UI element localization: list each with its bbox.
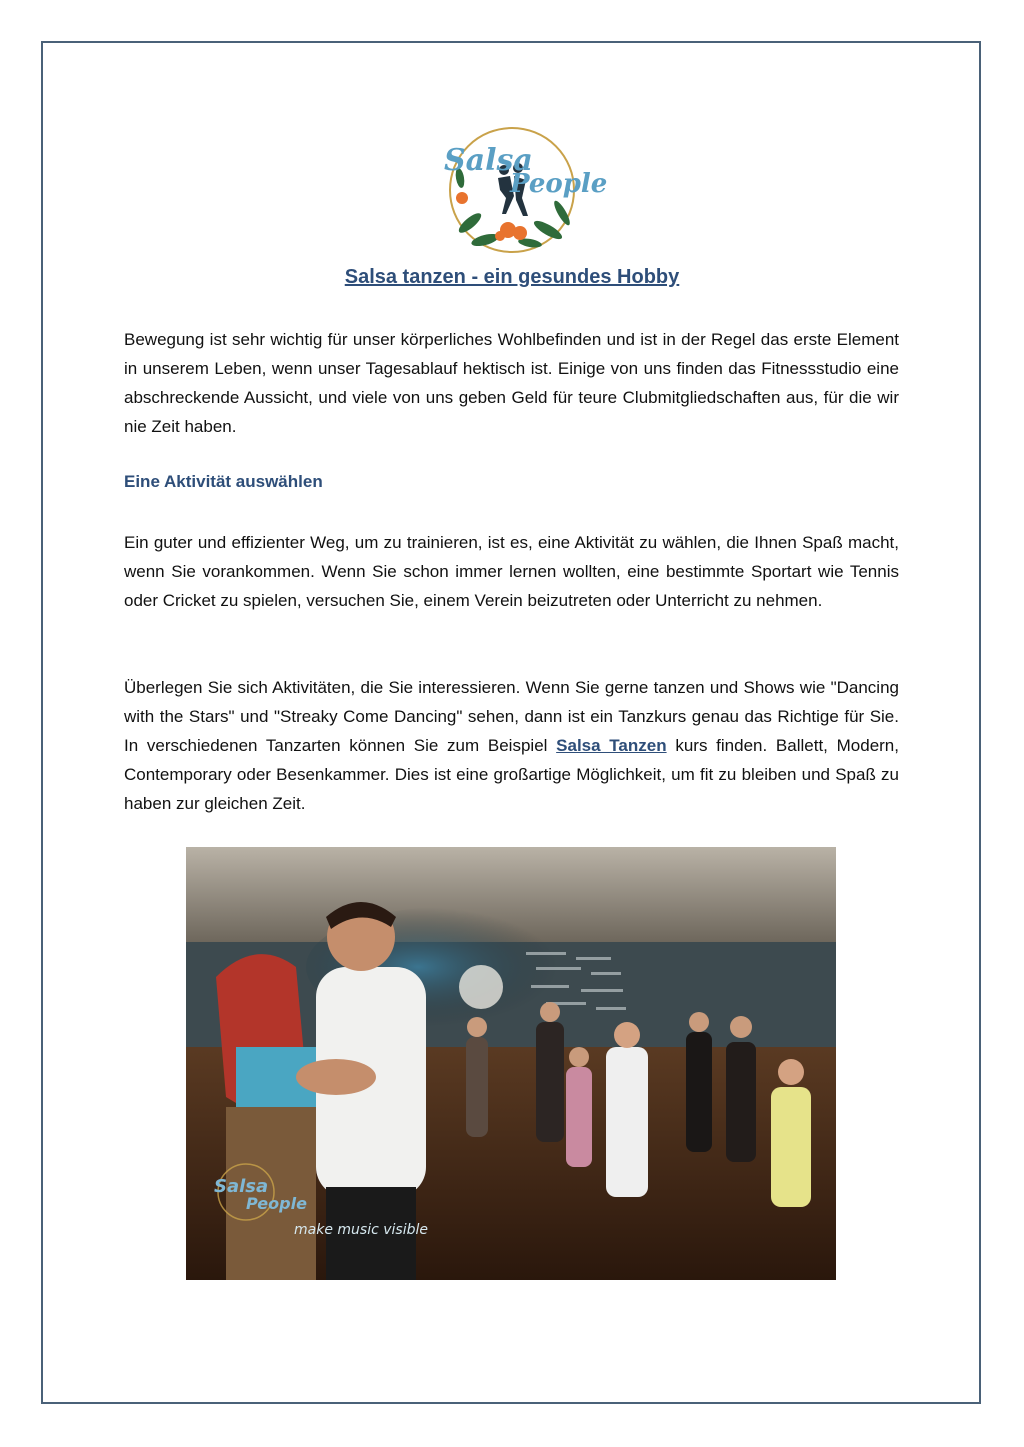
paragraph-dance-before: Überlegen Sie sich Aktivitäten, die Sie interessieren. Wenn Sie gerne tanzen und Shows wie "Dancing with the Stars" und "Streaky Come Dancing" sehen, dann ist ein Tanzkurs genau das Richtige für Sie. In verschiedenen Tanzarten können Sie zum Beispiel (124, 678, 899, 755)
page-title: Salsa tanzen - ein gesundes Hobby (344, 266, 680, 288)
salsa-tanzen-link[interactable]: Salsa Tanzen (556, 736, 667, 755)
paragraph-intro: Bewegung ist sehr wichtig für unser körperliches Wohlbefinden und ist in der Regel das erste Element in unserem Leben, wenn unser Tagesablauf hektisch ist. Einige von uns finden das Fitnessstudio eine abschreckende Aussicht, und viele von uns geben Geld für teure Clubmitgliedschaften aus, für die wir nie Zeit haben. (124, 330, 899, 436)
dance-class-photo (186, 847, 836, 1280)
paragraph-dance-after: kurs finden. Ballett, Modern, Contemporary oder Besenkammer. Dies ist eine großartige Möglichkeit, um fit zu bleiben und Spaß zu haben zur gleichen Zeit. (124, 736, 899, 813)
section-heading: Eine Aktivität auswählen (124, 472, 323, 491)
paragraph-activity: Ein guter und effizienter Weg, um zu trainieren, ist es, eine Aktivität zu wählen, die Ihnen Spaß macht, wenn Sie vorankommen. Wenn Sie schon immer lernen wollten, eine bestimmte Sportart wie Tennis oder Cricket zu spielen, versuchen Sie, einem Verein beizutreten oder Unterricht zu nehmen. (124, 533, 899, 610)
watermark-salsa: Salsa (214, 1176, 269, 1197)
photo-scene (186, 847, 836, 1280)
wall-logo (459, 965, 503, 1009)
watermark-tagline: make music visible (294, 1222, 428, 1238)
logo-graphic (430, 118, 608, 268)
watermark-people: People (246, 1194, 307, 1213)
logo-text-salsa: Salsa (444, 143, 533, 178)
paragraph-dance (124, 673, 899, 818)
logo-text-people: People (510, 169, 608, 199)
salsa-people-logo (430, 118, 608, 268)
